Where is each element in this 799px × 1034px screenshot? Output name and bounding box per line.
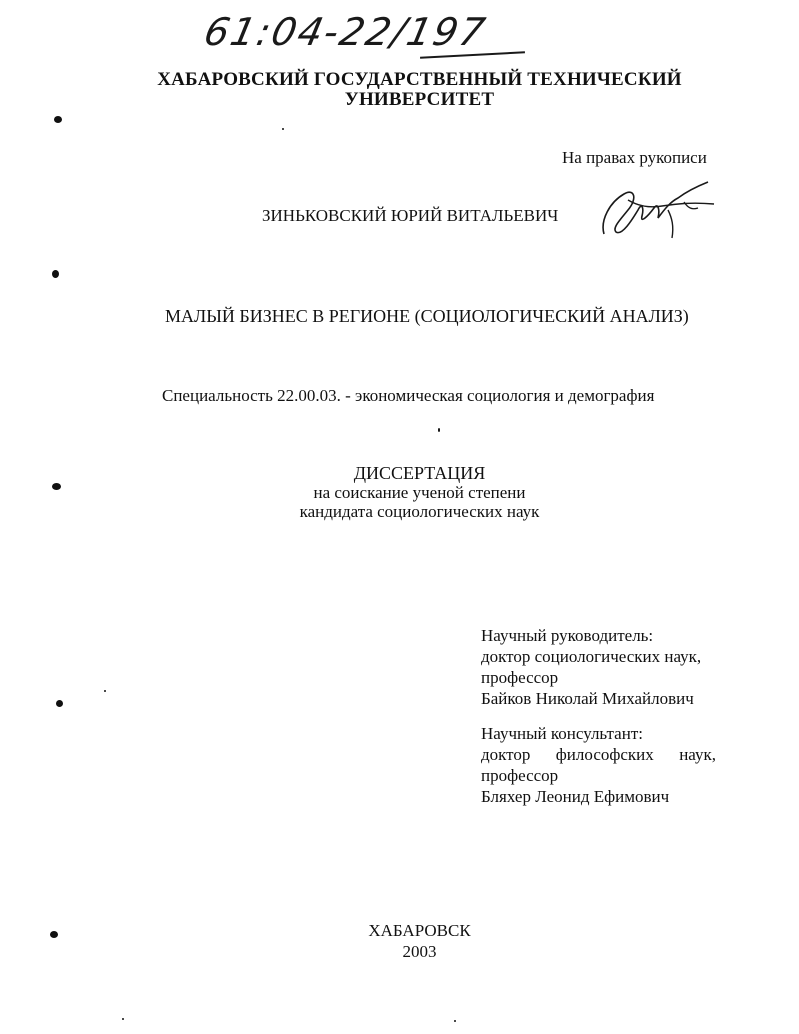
scan-speck xyxy=(454,1020,456,1022)
consultant-degree-word: наук, xyxy=(679,745,716,764)
scan-speck xyxy=(122,1018,124,1020)
scan-speck xyxy=(52,483,61,490)
scientific-supervisor xyxy=(481,625,716,709)
scan-speck xyxy=(438,428,440,432)
scan-speck xyxy=(56,700,63,707)
dissertation-purpose-line1: на соискание ученой степени xyxy=(313,483,526,502)
author-name: ЗИНЬКОВСКИЙ ЮРИЙ ВИТАЛЬЕВИЧ xyxy=(262,206,559,225)
thesis-title: МАЛЫЙ БИЗНЕС В РЕГИОНЕ (СОЦИОЛОГИЧЕСКИЙ АНАЛИЗ) xyxy=(165,306,689,326)
scan-speck xyxy=(104,690,106,692)
year: 2003 xyxy=(402,942,437,961)
supervisor-role: Научный руководитель: xyxy=(481,626,654,645)
dissertation-block xyxy=(0,464,799,521)
supervisor-degree: доктор социологических наук, xyxy=(481,647,702,666)
university-name-line1: ХАБАРОВСКИЙ ГОСУДАРСТВЕННЫЙ ТЕХНИЧЕСКИЙ xyxy=(157,69,682,90)
handwritten-catalog-number: 61:04-22/197 xyxy=(200,10,491,54)
consultant-degree-word: философских xyxy=(555,745,654,764)
consultant-degree xyxy=(481,744,716,765)
specialty-line: Специальность 22.00.03. - экономическая социология и демография xyxy=(162,386,655,405)
scan-speck xyxy=(54,116,62,123)
manuscript-rights-note: На правах рукописи xyxy=(562,148,707,167)
dissertation-heading: ДИССЕРТАЦИЯ xyxy=(353,463,486,483)
scan-speck xyxy=(52,270,59,278)
university-name-line2: УНИВЕРСИТЕТ xyxy=(344,89,495,110)
consultant-degree-word: доктор xyxy=(481,745,531,764)
consultant-name: Бляхер Леонид Ефимович xyxy=(481,787,670,806)
author-signature xyxy=(598,180,718,242)
supervisor-name: Байков Николай Михайлович xyxy=(481,689,694,708)
dissertation-purpose-line2: кандидата социологических наук xyxy=(299,502,540,521)
university-name xyxy=(0,70,799,110)
consultant-rank: профессор xyxy=(481,766,559,785)
scientific-consultant xyxy=(481,723,716,807)
city-year-block xyxy=(0,920,799,962)
consultant-role: Научный консультант: xyxy=(481,724,643,743)
scan-speck xyxy=(50,931,58,938)
scan-speck xyxy=(282,128,284,130)
supervisor-rank: профессор xyxy=(481,668,559,687)
city-name: ХАБАРОВСК xyxy=(368,921,471,940)
